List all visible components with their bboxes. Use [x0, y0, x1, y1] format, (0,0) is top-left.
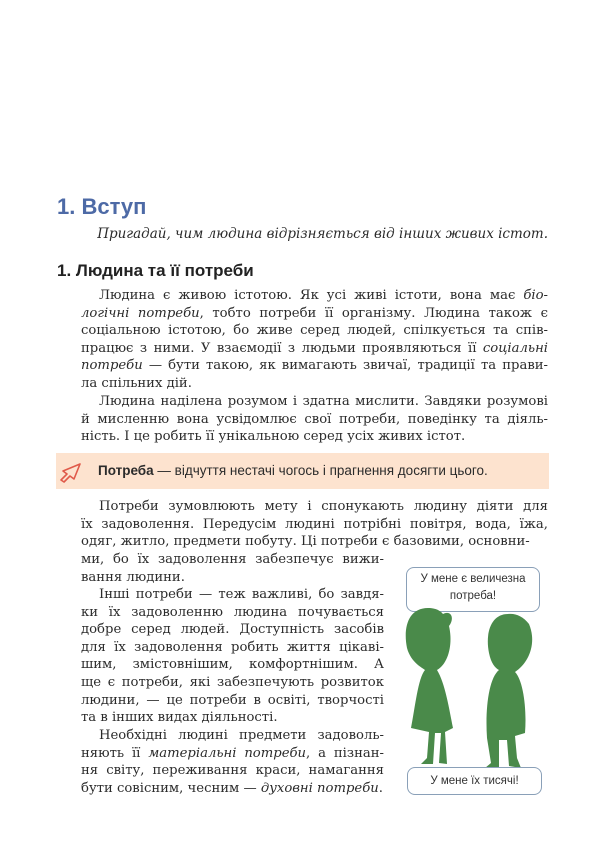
text-line — [81, 428, 548, 446]
text-segment: Інші потреби — теж важливі, бо завдя- — [99, 587, 384, 602]
text-line — [81, 340, 548, 358]
text-line — [81, 639, 384, 657]
text-segment: — бути такою, як вимагають звичаї, традиції та прави- — [142, 358, 548, 374]
text-segment: Необхідні людині предмети задоволь- — [99, 728, 384, 743]
text-segment: Потреби зумовлюють мету і спонукають людину діяти для — [99, 499, 548, 514]
paragraph-5 — [81, 727, 384, 797]
subsection-title: 1. Людина та її потреби — [57, 261, 254, 280]
text-line — [81, 762, 384, 780]
text-segment: для їх задоволення робить життя цікаві- — [81, 639, 384, 655]
text-segment: ще є потреби, які забезпечують розвиток — [81, 674, 384, 690]
text-line — [81, 375, 548, 393]
text-segment: ність. І це робить її унікальною серед усіх живих істот. — [81, 429, 466, 445]
definition-text: — відчуття нестачі чогось і прагнення досягти цього. — [153, 463, 488, 478]
text-segment: та в інших видах діяльності. — [81, 710, 278, 726]
paragraph-1 — [81, 287, 548, 393]
text-line — [81, 322, 548, 340]
paragraph-3-cont — [81, 551, 384, 586]
prompt-question: Пригадай, чим людина відрізняється від інших живих істот. — [97, 226, 548, 242]
text-line — [81, 533, 548, 551]
text-line — [81, 727, 384, 745]
arrow-icon — [58, 461, 86, 483]
italic-term: матеріальні потреби — [148, 745, 307, 761]
text-segment: , тобто потреби її організму. Людина також є — [199, 305, 548, 321]
text-line — [81, 709, 384, 727]
text-line — [81, 674, 384, 692]
definition-term: Потреба — [98, 463, 154, 478]
text-segment: ла спільних дій. — [81, 375, 192, 391]
paragraph-3 — [81, 498, 548, 551]
italic-term: духовні потреби — [260, 780, 379, 796]
paragraph-2 — [81, 393, 548, 446]
text-line — [81, 411, 548, 429]
text-segment: добре серед людей. Доступність засобів — [81, 622, 384, 638]
text-segment: няють її — [81, 745, 149, 761]
text-segment: бути совісним, чесним — — [81, 780, 261, 796]
italic-term: потреби — [81, 358, 143, 374]
text-line — [81, 516, 548, 534]
text-line — [81, 569, 384, 587]
text-segment: працює з ними. У взаємодії з людьми проявляються її — [81, 340, 483, 356]
text-segment: їх задоволення. Передусім людині потрібні повітря, вода, їжа, — [81, 516, 548, 532]
text-segment: ня світу, переживання краси, намагання — [81, 763, 384, 779]
text-line — [81, 692, 384, 710]
definition-box — [56, 453, 549, 489]
text-line — [81, 498, 548, 516]
text-segment: шим, змістовнішим, комфортнішим. А — [81, 657, 384, 673]
italic-term: соціальні — [482, 340, 548, 356]
text-segment: Людина є живою істотою. Як усі живі істоти, вона має — [99, 288, 524, 303]
italic-term: логічні потреби — [81, 305, 200, 321]
text-line — [81, 604, 384, 622]
text-segment: соціальною істотою, бо живе серед людей, спілкується та спів- — [81, 323, 548, 339]
text-segment: одяг, житло, предмети побуту. Ці потреби є базовими, основни- — [81, 534, 530, 550]
text-line — [81, 357, 548, 375]
speech-bubble-bottom: У мене їх тисячі! — [407, 767, 542, 795]
text-line — [81, 393, 548, 411]
text-line — [81, 745, 384, 763]
children-silhouettes — [403, 608, 543, 768]
text-line — [81, 551, 384, 569]
speech-bubble-top: У мене є величезна потреба! — [406, 567, 540, 612]
text-line — [81, 586, 384, 604]
text-segment: . — [378, 780, 383, 796]
text-segment: й мисленню вона усвідомлює свої потреби, поведінку та діяль- — [81, 411, 548, 427]
text-line — [81, 287, 548, 305]
text-segment: людини, — це потреби в освіті, творчості — [81, 692, 384, 708]
text-line — [81, 780, 384, 798]
section-title: 1. Вступ — [57, 194, 147, 219]
text-segment: , а пізнан- — [306, 745, 384, 761]
text-segment: ми, бо їх задоволення забезпечує вижи- — [81, 552, 384, 567]
paragraph-4 — [81, 586, 384, 727]
text-line — [81, 621, 384, 639]
italic-term: біо- — [523, 288, 548, 303]
text-segment: Людина наділена розумом і здатна мислити. Завдяки розумові — [99, 394, 548, 409]
text-segment: вання людини. — [81, 569, 185, 585]
text-line — [81, 305, 548, 323]
text-line — [81, 656, 384, 674]
text-segment: ки їх задоволенню людина почувається — [81, 604, 384, 620]
